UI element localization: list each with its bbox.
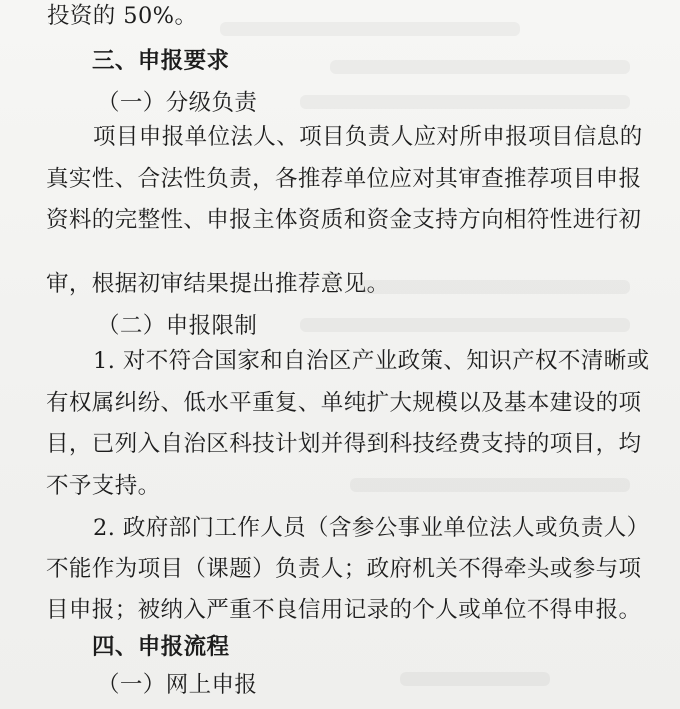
body-text-line: 2. 政府部门工作人员（含参公事业单位法人或负责人） — [93, 515, 650, 541]
bleed-through-mark — [400, 672, 550, 686]
body-text-line: 有权属纠纷、低水平重复、单纯扩大规模以及基本建设的项 — [46, 390, 642, 416]
body-text-line: 真实性、合法性负责，各推荐单位应对其审查推荐项目申报 — [46, 166, 642, 192]
body-text-line: 项目申报单位法人、项目负责人应对所申报项目信息的 — [93, 124, 643, 150]
body-text-line: 资料的完整性、申报主体资质和资金支持方向相符性进行初 — [46, 207, 642, 233]
body-text-line: 目，已列入自治区科技计划并得到科技经费支持的项目，均 — [46, 431, 642, 457]
subsection-heading: （一）分级负责 — [97, 90, 258, 116]
body-text-line: 不能作为项目（课题）负责人；政府机关不得牵头或参与项 — [46, 556, 642, 582]
body-text-line: 投资的 50%。 — [47, 3, 198, 29]
section-heading: 三、申报要求 — [92, 48, 230, 74]
bleed-through-mark — [220, 22, 520, 36]
section-heading: 四、申报流程 — [92, 634, 230, 660]
body-text-line: 不予支持。 — [46, 473, 161, 499]
body-text-line: 1. 对不符合国家和自治区产业政策、知识产权不清晰或 — [93, 348, 650, 374]
bleed-through-mark — [300, 95, 630, 109]
bleed-through-mark — [300, 318, 630, 332]
subsection-heading: （一）网上申报 — [97, 672, 258, 698]
body-text-line: 目申报；被纳入严重不良信用记录的个人或单位不得申报。 — [46, 597, 642, 623]
subsection-heading: （二）申报限制 — [97, 313, 258, 339]
body-text-line: 审，根据初审结果提出推荐意见。 — [46, 271, 390, 297]
bleed-through-mark — [350, 478, 630, 492]
bleed-through-mark — [360, 280, 630, 294]
bleed-through-mark — [330, 60, 630, 74]
